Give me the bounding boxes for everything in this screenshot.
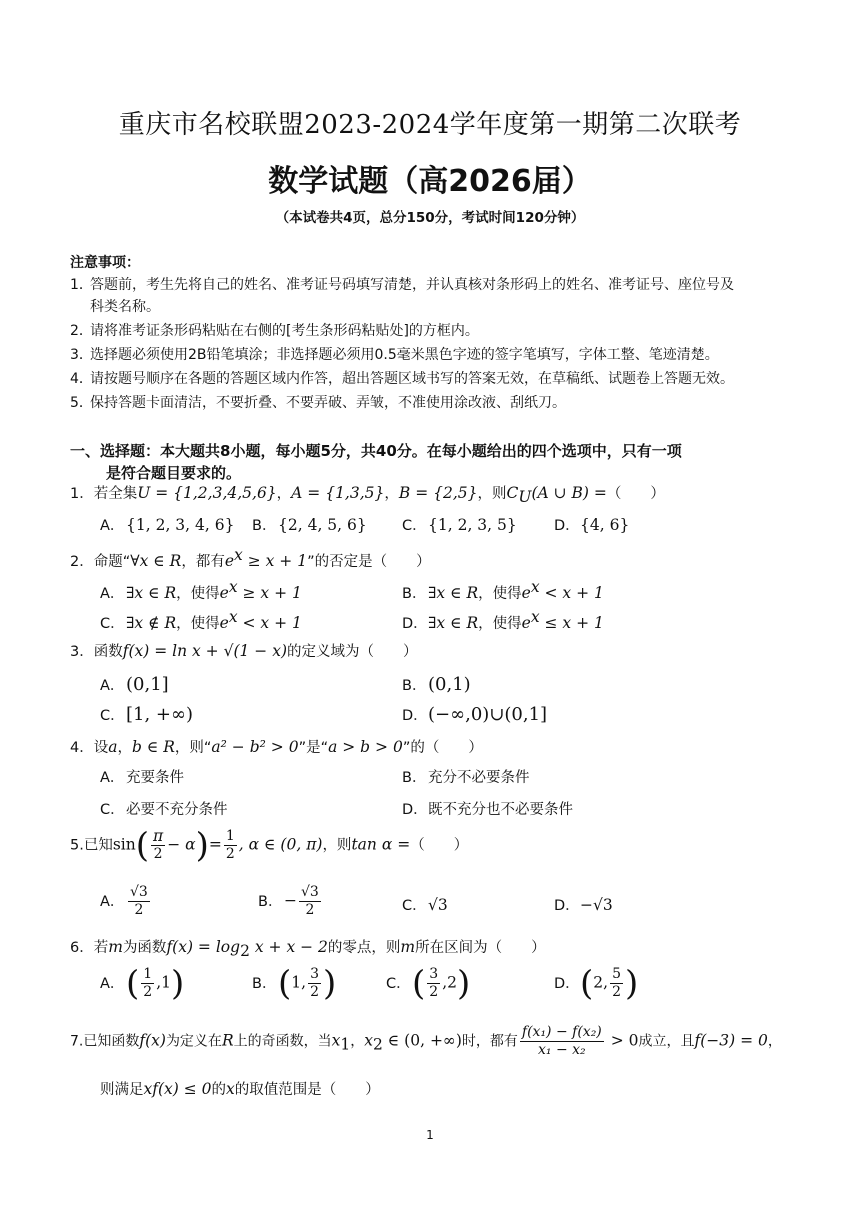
notice-item-2: 2．请将准考证条形码粘贴在右侧的[考生条形码粘贴处]的方框内。 xyxy=(70,323,479,339)
q6-option-d: D．(2, $\frac{5}{2}$ ) xyxy=(554,963,639,1004)
q4-option-b: B． 充分不必要条件 xyxy=(402,770,530,786)
q2-option-c: C．∃x ∉ R，使得$e^x < x + 1$ xyxy=(100,608,302,632)
q3-option-a: A．(0,1] xyxy=(100,674,169,695)
question-5: 5.已知sin( $\frac{\pi}{2}$ − α)= $\frac{1}{2}$ , α ∈ (0, π)，则tan α =（ ） xyxy=(70,825,469,866)
question-6: 6．若m为函数$f(x) = \log_2 x + x - 2$的零点，则m所在区间为（ ） xyxy=(70,938,546,960)
q2-option-a: A． ∃x ∈ R，使得$e^x \ge x + 1$ xyxy=(100,578,302,602)
q4-option-a: A． 充要条件 xyxy=(100,770,184,786)
q1-option-c: C．{1, 2, 3, 5} xyxy=(402,516,517,534)
notice-item-3: 3．选择题必须使用2B铅笔填涂；非选择题必须用0.5毫米黑色字迹的签字笔填写，字体工整、笔迹清楚。 xyxy=(70,347,719,363)
question-7: 7.已知函数f(x)为定义在R上的奇函数，当$x_1$，$x_2$ ∈ (0, +∞)时，都有 $\frac{\text{f(x₁) − f(x₂)}}{\text{x₁ − x₂}}$ > 0成立，且f(−3) = 0， xyxy=(70,1024,782,1058)
question-3: 3．函数f(x) = ln x + √(1 − x)的定义域为（ ） xyxy=(70,642,418,660)
page-number: 1 xyxy=(426,1128,434,1142)
q2-option-b: B．∃x ∈ R，使得$e^x < x + 1$ xyxy=(402,578,604,602)
q2-option-d: D．∃x ∈ R，使得$e^x \le x + 1$ xyxy=(402,608,604,632)
notice-item-5: 5．保持答题卡面清洁，不要折叠、不要弄破、弄皱，不准使用涂改液、刮纸刀。 xyxy=(70,395,566,411)
q6-option-b: B．(1, $\frac{3}{2}$ ) xyxy=(252,963,337,1004)
q1-option-a: A． {1, 2, 3, 4, 6} xyxy=(100,516,235,534)
question-7-line2: 则满足xf(x) ≤ 0的x的取值范围是（ ） xyxy=(100,1080,380,1098)
exam-subject-title: 数学试题（高2026届） xyxy=(268,164,592,199)
section-heading: 一、选择题：本大题共8小题，每小题5分，共40分。在每小题给出的四个选项中，只有一项 是符合题目要求的。 xyxy=(70,442,682,482)
q1-option-d: D．{4, 6} xyxy=(554,516,630,534)
q5-option-c: C．√3 xyxy=(402,896,448,914)
q5-option-d: D．−√3 xyxy=(554,896,613,914)
q4-option-c: C．必要不充分条件 xyxy=(100,802,228,818)
q1-option-b: B．{2, 4, 5, 6} xyxy=(252,516,367,534)
q3-option-b: B．(0,1) xyxy=(402,674,471,695)
q3-option-c: C．[1, +∞) xyxy=(100,704,194,725)
question-4: 4．设a，b ∈ R，则“a² − b² > 0”是“a > b > 0”的（ ） xyxy=(70,738,483,756)
q3-option-d: D．(−∞,0)∪(0,1] xyxy=(402,704,548,725)
exam-title: 重庆市名校联盟2023-2024学年度第一期第二次联考 xyxy=(118,110,742,140)
question-1: 1．若全集U = {1,2,3,4,5,6}，A = {1,3,5}，B = {2,5}，则$C_U(A$ ∪ B) =（ ） xyxy=(70,484,665,506)
q5-option-a: A． $\frac{√3}{2}$ xyxy=(100,884,148,918)
notice-heading: 注意事项： xyxy=(70,255,140,271)
exam-info: （本试卷共4页，总分150分，考试时间120分钟） xyxy=(275,210,585,226)
notice-item-1: 1．答题前，考生先将自己的姓名、准考证号码填写清楚，并认真核对条形码上的姓名、准考证号、座位号及 科类名称。 xyxy=(70,277,734,315)
q6-option-c: C．( $\frac{3}{2}$ ,2) xyxy=(386,963,471,1004)
question-2: 2．命题“∀x ∈ R，都有$e^x \ge x + 1$”的否定是（ ） xyxy=(70,546,431,570)
q5-option-b: B．− $\frac{√3}{2}$ xyxy=(258,884,319,918)
notice-item-4: 4．请按题号顺序在各题的答题区域内作答，超出答题区域书写的答案无效，在草稿纸、试题卷上答题无效。 xyxy=(70,371,734,387)
q4-option-d: D．既不充分也不必要条件 xyxy=(402,802,573,818)
q6-option-a: A．( $\frac{1}{2}$ ,1) xyxy=(100,963,185,1004)
